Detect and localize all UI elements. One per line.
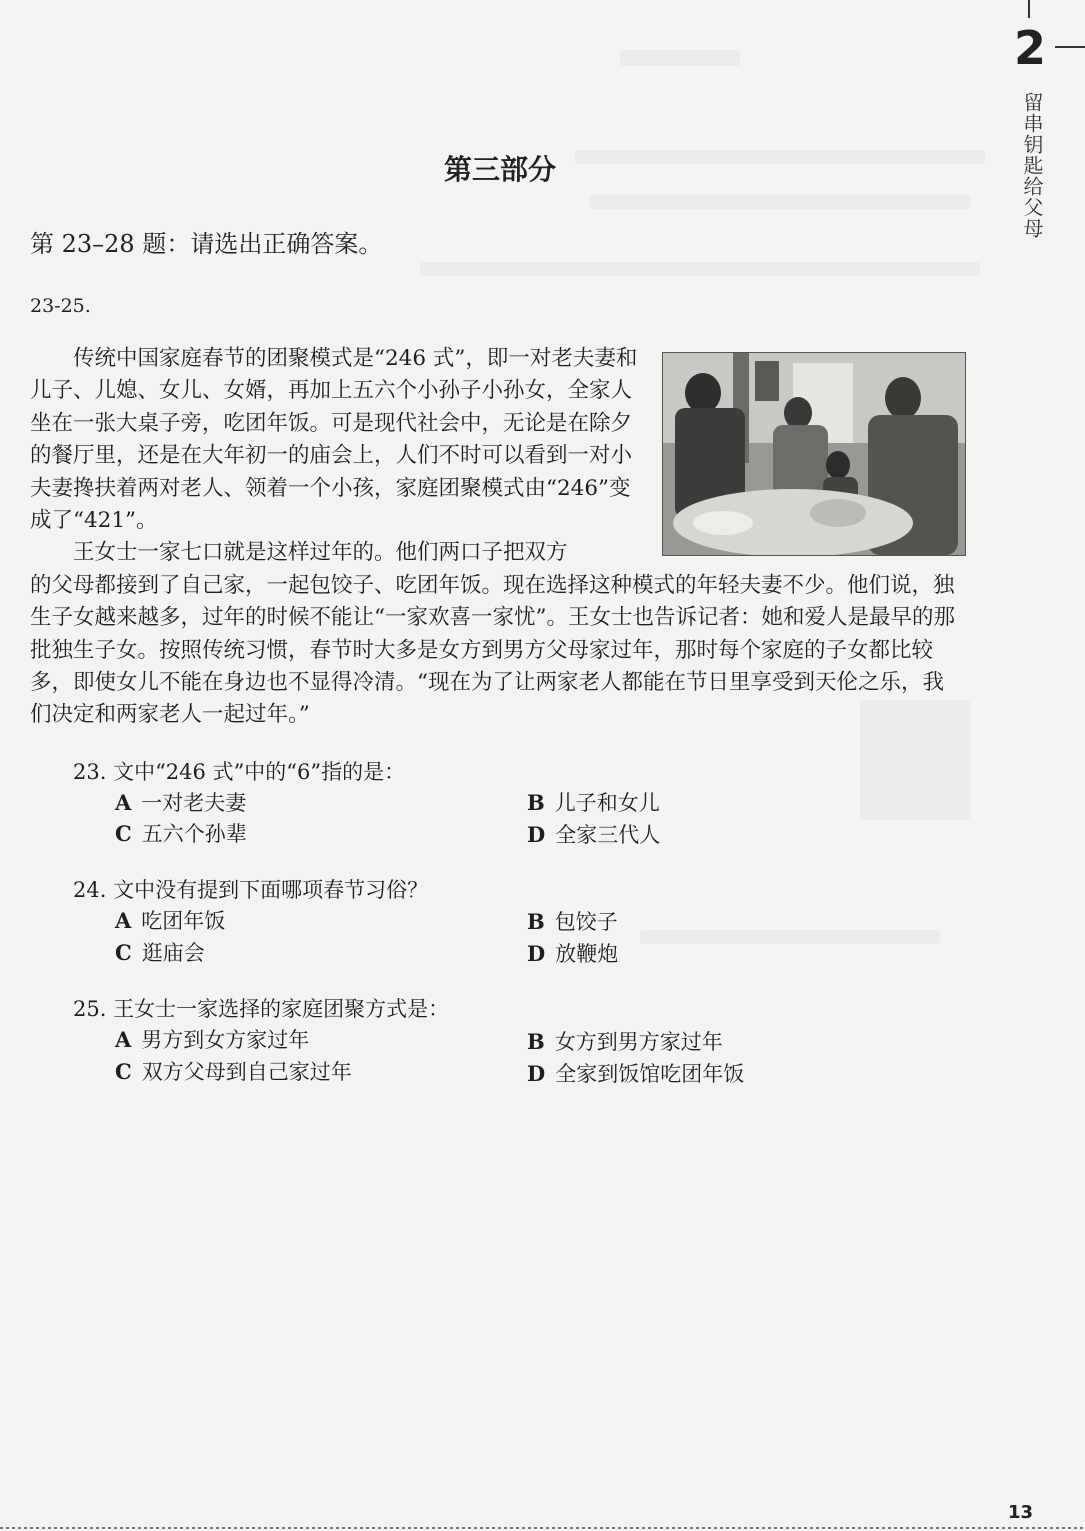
option-24-c[interactable] — [115, 937, 205, 967]
instructions: 第 23–28 题：请选出正确答案。 — [30, 230, 383, 258]
option-text: 儿子和女儿 — [554, 791, 660, 815]
option-23-d[interactable] — [527, 819, 660, 849]
option-letter: A — [115, 1027, 132, 1052]
option-text: 五六个孙辈 — [141, 822, 247, 846]
option-letter: B — [527, 790, 545, 815]
passage-paragraph: 王女士一家七口就是这样过年的。他们两口子把双方 — [73, 540, 568, 566]
option-letter: C — [115, 1059, 132, 1084]
option-text: 全家到饭馆吃团年饭 — [555, 1062, 745, 1086]
option-24-a[interactable] — [115, 905, 225, 935]
option-25-c[interactable] — [115, 1056, 352, 1086]
page-number: 13 — [1008, 1502, 1034, 1523]
option-letter: C — [115, 821, 132, 846]
bleed-through-text — [590, 195, 970, 209]
option-text: 男方到女方家过年 — [141, 1028, 310, 1052]
passage-paragraph: 的父母都接到了自己家，一起包饺子、吃团年饭。现在选择这种模式的年轻夫妻不少。他们说，独生子女越来越多，过年的时候不能让“一家欢喜一家忧”。王女士也告诉记者：她和爱人是最早的那批独生子女。按照传统习惯，春节时大多是女方到男方父母家过年，那时每个家庭的子女都比较多，即使女儿不能在身边也不显得冷清。“现在为了让两家老人都能在节日里享受到天伦之乐，我们决定和两家老人一起过年。” — [30, 572, 955, 728]
chapter-tab-line — [1028, 0, 1030, 18]
question-stem: 25. 王女士一家选择的家庭团聚方式是： — [73, 997, 450, 1021]
chapter-number: 2 — [1013, 21, 1046, 75]
question-stem: 23. 文中“246 式”中的“6”指的是： — [73, 760, 406, 784]
option-letter: D — [527, 822, 546, 847]
option-23-c[interactable] — [115, 818, 247, 848]
option-letter: A — [115, 790, 132, 815]
chapter-title: 留串钥匙给父母 — [1020, 92, 1044, 239]
question-stem: 24. 文中没有提到下面哪项春节习俗？ — [73, 878, 429, 902]
option-23-a[interactable] — [115, 787, 246, 817]
page-bottom-edge — [0, 1527, 1085, 1529]
question-range: 23-25. — [30, 295, 91, 317]
option-24-b[interactable] — [527, 906, 618, 936]
option-letter: C — [115, 940, 132, 965]
bleed-through-text — [640, 930, 940, 944]
option-text: 女方到男方家过年 — [554, 1030, 723, 1054]
section-title: 第三部分 — [443, 153, 556, 186]
option-letter: A — [115, 908, 132, 933]
reading-passage — [30, 343, 965, 732]
question-25 — [73, 993, 449, 1023]
option-letter: D — [527, 1061, 546, 1086]
option-23-b[interactable] — [527, 787, 660, 817]
option-text: 包饺子 — [554, 910, 618, 934]
option-text: 全家三代人 — [555, 823, 661, 847]
option-letter: D — [527, 941, 546, 966]
bleed-through-text — [620, 50, 740, 66]
option-24-d[interactable] — [527, 938, 618, 968]
option-text: 吃团年饭 — [141, 909, 226, 933]
question-23 — [73, 756, 405, 786]
passage-paragraph: 传统中国家庭春节的团聚模式是“246 式”，即一对老夫妻和儿子、儿媳、女儿、女婿，再加上五六个小孙子小孙女，全家人坐在一张大桌子旁，吃团年饭。可是现代社会中，无论是在除夕的餐厅里，还是在大年初一的庙会上，人们不时可以看到一对小夫妻搀扶着两对老人、领着一个小孩，家庭团聚模式由“246”变成了“421”。 — [30, 346, 638, 534]
option-text: 双方父母到自己家过年 — [141, 1060, 352, 1084]
option-text: 一对老夫妻 — [141, 791, 247, 815]
option-letter: B — [527, 1029, 545, 1054]
option-letter: B — [527, 909, 545, 934]
chapter-tab-dash — [1055, 46, 1085, 48]
bleed-through-text — [420, 262, 980, 276]
option-25-b[interactable] — [527, 1026, 723, 1056]
question-24 — [73, 874, 428, 904]
option-text: 放鞭炮 — [555, 942, 619, 966]
option-25-d[interactable] — [527, 1058, 744, 1088]
option-text: 逛庙会 — [141, 941, 205, 965]
option-25-a[interactable] — [115, 1024, 309, 1054]
